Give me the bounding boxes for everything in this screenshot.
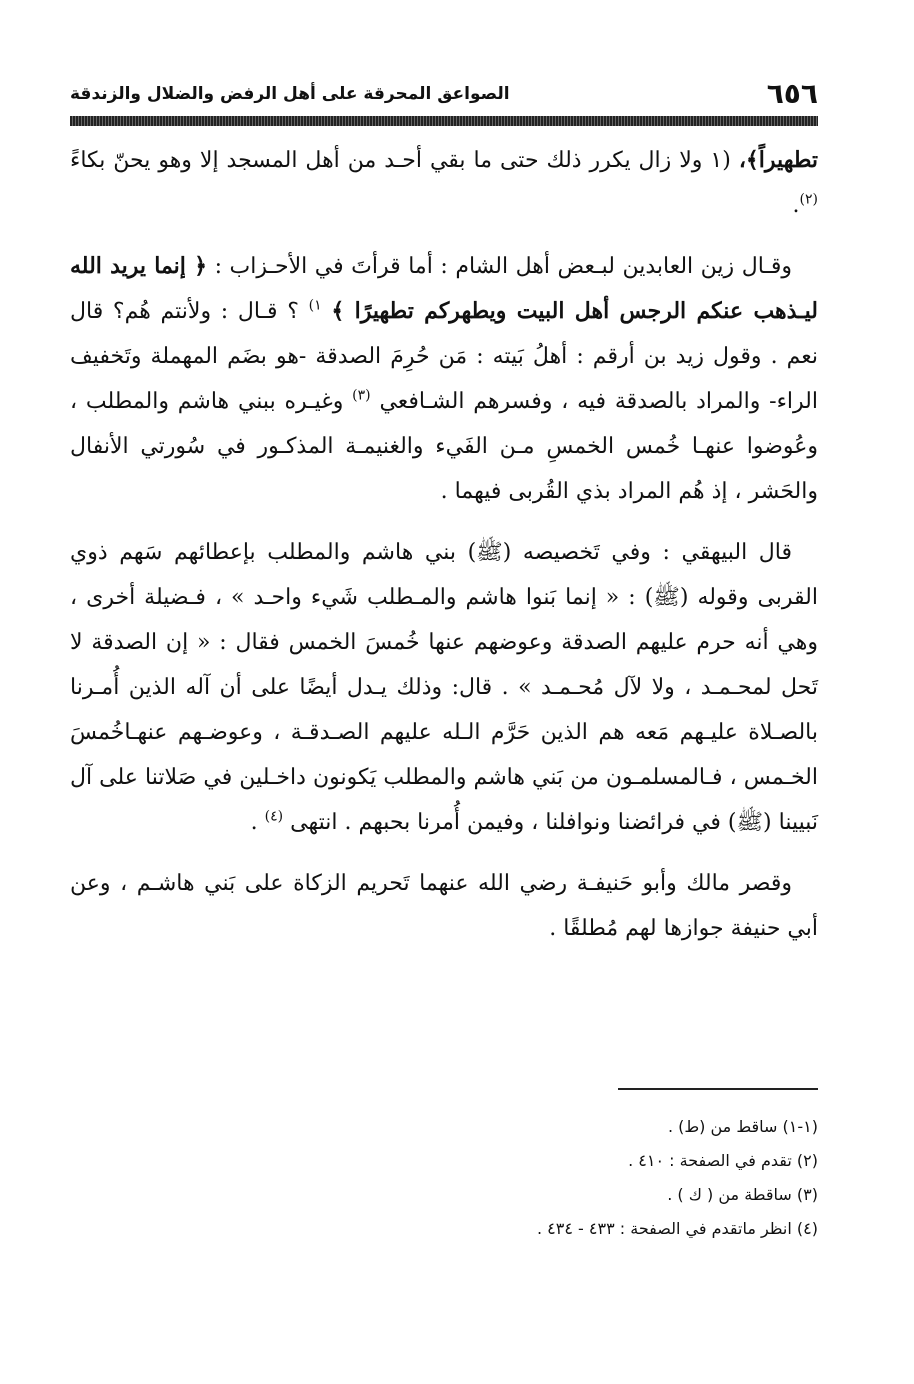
paragraph-2-text-continued: وغيـره ببني هاشم والمطلب ، وعُوضوا عنهـا خُمس الخمسِ مـن الفَيء والغنيمـة المذكـور في سُورتي الأنفال والحَشر ، إذ هُم المراد بذي القُربى فيهما . xyxy=(70,389,818,504)
paragraph-1 xyxy=(70,138,818,228)
paragraph-3-end: . xyxy=(250,810,258,835)
footnote-ref-3: (٣) xyxy=(352,387,371,404)
footnote-ref-4: (٤) xyxy=(264,808,284,825)
paragraph-2-intro: وقـال زين العابدين لبـعض أهل الشام : أما قرأتَ في الأحـزاب : xyxy=(214,254,793,279)
paragraph-3-text: قال البيهقي : وفي تَخصيصه (ﷺ) بني هاشم والمطلب بإعطائهم سَهم ذوي القربى وقوله (ﷺ) : « إنما بَنوا هاشم والمـطلب شَيء واحـد » ، فـضيلة أخرى ، وهي أنه حرم عليهم الصدقة وعوضهم عنها خُمسَ الخمس فقال : « إن الصدقة لا تَحل لمحـمـد ، ولا لآل مُحـمـد » . قال: وذلك يـدل أيضًا على أن آله الذين أُمـرنا بالصـلاة عليـهم مَعه هم الذين حَرَّم الـله عليهم الصـدقـة ، وعوضـهم عنهـاخُمسَ الخـمس ، فـالمسلمـون من بَني هاشم والمطلب يَكونون داخـلين في صَلاتنا على آل نَبيينا (ﷺ) في فرائضنا ونوافلنا ، وفيمن أُمرنا بحبهم . انتهى xyxy=(70,540,818,835)
footnote-divider xyxy=(618,1088,818,1090)
page-number: ٦٥٦ xyxy=(766,77,818,110)
paragraph-1-end: . xyxy=(792,193,800,218)
footnote-1: (١-١) ساقط من (ط) . xyxy=(667,1117,818,1136)
paragraph-3 xyxy=(70,530,818,845)
footnote-ref-1-open: (١ xyxy=(710,148,731,173)
paragraph-4 xyxy=(70,861,818,951)
running-title: الصواعق المحرقة على أهل الرفض والضلال والزندقة xyxy=(70,84,510,104)
footnote-3: (٣) ساقطة من ( ك ) . xyxy=(667,1185,818,1204)
paragraph-1-text: ولا زال يكرر ذلك حتى ما بقي أحـد من أهل المسجد إلا وهو يحنّ بكاءً xyxy=(70,148,703,173)
footnote-ref-2: (٢) xyxy=(799,191,818,208)
header-divider xyxy=(70,116,818,126)
main-text xyxy=(70,138,818,967)
footnote-ref-1-close: ١) xyxy=(308,297,322,314)
footnote-2: (٢) تقدم في الصفحة : ٤١٠ . xyxy=(628,1151,818,1170)
quran-verse-end: تطهيراً﴾، xyxy=(738,147,819,173)
footnotes xyxy=(70,1110,818,1246)
paragraph-2 xyxy=(70,244,818,514)
quran-verse: ﴿ إنما يريد الله ليـذهب عنكم الرجس أهل البيت ويطهركم تطهيرًا ﴾ xyxy=(70,253,818,324)
footnote-4: (٤) انظر ماتقدم في الصفحة : ٤٣٣ - ٤٣٤ . xyxy=(536,1219,818,1238)
paragraph-2-text: ؟ قـال : ولأنتم هُم؟ قال نعم . وقول زيد بن أرقم : أهلُ بَيته : مَن حُرِمَ الصدقة -هو بضَم المهملة وتَخفيف الراء- والمراد بالصدقة فيه ، وفسرهم الشـافعي xyxy=(70,299,818,414)
paragraph-4-text: وقصر مالك وأبو حَنيفـة رضي الله عنهما تَحريم الزكاة على بَني هاشـم ، وعن أبي حنيفة جوازها لهم مُطلقًا . xyxy=(70,871,818,941)
page-header xyxy=(70,76,818,116)
